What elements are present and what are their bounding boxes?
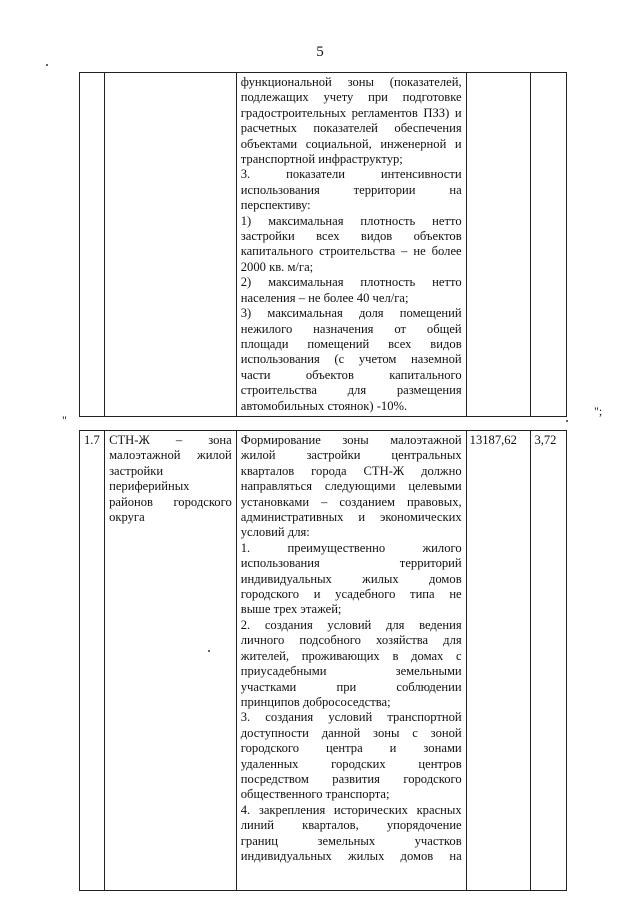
continuation-table [79,72,567,417]
text-line: Формирование зоны малоэтажной [240,433,462,447]
cell-number: 1.7 [80,431,105,891]
text-line: 2000 кв. м/га; [240,259,314,274]
text-line: расчетных показателей обеспечения [240,121,462,136]
cell-description [236,431,466,891]
text-line: удаленных городских центров [240,756,462,771]
scan-speck [46,64,48,66]
text-line: СТН-Ж – зона [109,433,232,447]
text-line: индивидуальных жилых домов на [240,848,462,863]
text-line: условий для: [240,525,310,540]
text-line: застройки [109,463,164,478]
text-line: объектами социальной, инженерной и [240,136,462,151]
scan-speck [208,650,210,652]
text-line: границ земельных участков [240,833,462,848]
table-row [80,431,567,891]
scan-speck [566,420,568,422]
text-line: использования территории на [240,182,462,197]
text-line: жилой застройки центральных [240,448,462,463]
text-line: направляться следующими целевыми [240,479,462,494]
text-line: индивидуальных жилых домов [240,571,462,586]
text-line: принципов добрососедства; [240,694,391,709]
text-line: функциональной зоны (показателей, [240,75,462,89]
text-line: городского и усадебного типа не [240,587,462,602]
text-line: перспективу: [240,198,311,213]
text-line: автомобильных стоянок) -10%. [240,398,408,413]
text-line: городского центра и зонами [240,741,462,756]
cell-description [236,73,466,417]
text-line: участками при соблюдении [240,679,462,694]
text-line: градостроительных регламентов ПЗЗ) и [240,105,462,120]
text-line: 1) максимальная плотность нетто [240,213,462,228]
text-line: капитального строительства – не более [240,244,462,259]
closing-quote-left: " [62,413,67,427]
text-line: районов городского [109,494,232,509]
text-line: 2. создания условий для ведения [240,617,462,632]
text-line: линий кварталов, упорядочение [240,818,462,833]
text-line: доступности данной зоны с зоной [240,725,462,740]
cell-area [466,73,531,417]
closing-quote-right: "; [594,404,603,418]
text-line: посредством развития городского [240,771,462,786]
text-line: 3. создания условий транспортной [240,710,462,725]
cell-percent [531,73,567,417]
text-line: нежилого назначения от общей [240,321,462,336]
table-row [80,73,567,417]
text-line: использования (с учетом наземной [240,352,462,367]
text-line: кварталов города СТН-Ж должно [240,463,462,478]
page-number: 5 [316,44,324,60]
text-line: строительства для размещения [240,383,462,398]
text-line: 1. преимущественно жилого [240,540,462,555]
text-line: малоэтажной жилой [109,448,232,463]
cell-number [80,73,105,417]
text-line: транспортной инфраструктур; [240,152,403,167]
cell-zone-name [105,431,237,891]
zone-table [79,430,567,891]
text-line: периферийных [109,479,190,494]
text-line: личного подсобного хозяйства для [240,633,462,648]
text-line: общественного транспорта; [240,787,390,802]
cell-area: 13187,62 [466,431,531,891]
text-line: округа [109,510,145,525]
text-line: 4. закрепления исторических красных [240,802,462,817]
text-line: административных и экономических [240,510,462,525]
text-line: площади помещений всех видов [240,336,462,351]
text-line: приусадебными земельными [240,664,462,679]
cell-percent: 3,72 [531,431,567,891]
text-line: 3) максимальная доля помещений [240,306,462,321]
text-line: части объектов капитального [240,367,462,382]
text-line: населения – не более 40 чел/га; [240,290,409,305]
text-line: застройки всех видов объектов [240,229,462,244]
text-line: выше трех этажей; [240,602,342,617]
text-line: жителей, проживающих в домах с [240,648,462,663]
text-line: подлежащих учету при подготовке [240,90,462,105]
text-line: 2) максимальная плотность нетто [240,275,462,290]
text-line: установками – созданием правовых, [240,494,462,509]
text-line: 3. показатели интенсивности [240,167,462,182]
text-line: использования территорий [240,556,462,571]
cell-zone-name [105,73,237,417]
